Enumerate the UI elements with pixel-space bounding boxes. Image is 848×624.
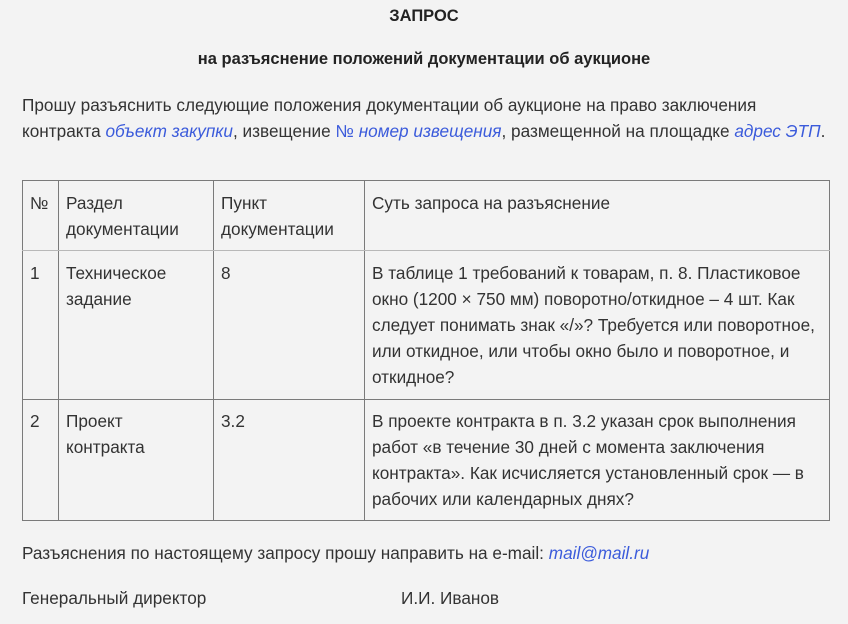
row-number: 2	[23, 400, 59, 521]
header-request-essence: Суть запроса на разъяснение	[365, 181, 830, 251]
row-number: 1	[23, 251, 59, 400]
intro-paragraph	[22, 92, 832, 144]
header-number: №	[23, 181, 59, 251]
row-document-clause: 8	[214, 251, 365, 400]
row-document-section: Проект контракта	[59, 400, 214, 521]
signatory-position: Генеральный директор	[22, 588, 207, 608]
header-document-section: Раздел документации	[59, 181, 214, 251]
intro-text-part2: , извещение	[232, 121, 336, 141]
row-document-section: Техническое задание	[59, 251, 214, 400]
reply-request-line	[22, 540, 649, 566]
intro-text-part3: , размещенной на площадке	[501, 121, 735, 141]
header-document-clause: Пункт документации	[214, 181, 365, 251]
row-request-essence: В таблице 1 требований к товарам, п. 8. Пластиковое окно (1200 × 750 мм) поворотно/откидное – 4 шт. Как следует понимать знак «/»? Требуется или поворотное, или откидное, или чтобы окно было и поворотное, и откидное?	[365, 251, 830, 400]
clarification-request-table	[22, 180, 830, 521]
document-title: ЗАПРОС	[389, 7, 459, 25]
table-header-row	[23, 181, 830, 251]
purchase-object-placeholder: объект закупки	[105, 121, 233, 141]
notice-number-placeholder: номер извещения	[358, 121, 502, 141]
signatory-name: И.И. Иванов	[401, 588, 500, 608]
row-request-essence: В проекте контракта в п. 3.2 указан срок выполнения работ «в течение 30 дней с момента заключения контракта». Как исчисляется установленный срок — в рабочих или календарных днях?	[365, 400, 830, 521]
email-placeholder: mail@mail.ru	[548, 543, 650, 563]
notice-number-sign: №	[335, 121, 354, 141]
reply-request-text: Разъяснения по настоящему запросу прошу направить на e-mail:	[22, 543, 549, 563]
etp-address-placeholder: адрес ЭТП	[734, 121, 821, 141]
table-row	[23, 400, 830, 521]
table-row	[23, 251, 830, 400]
document-subtitle: на разъяснение положений документации об аукционе	[197, 50, 651, 68]
intro-text-part1: Прошу разъяснить следующие положения документации об аукционе на право заключения контракта	[22, 95, 757, 141]
intro-text-part4: .	[820, 121, 826, 141]
row-document-clause: 3.2	[214, 400, 365, 521]
